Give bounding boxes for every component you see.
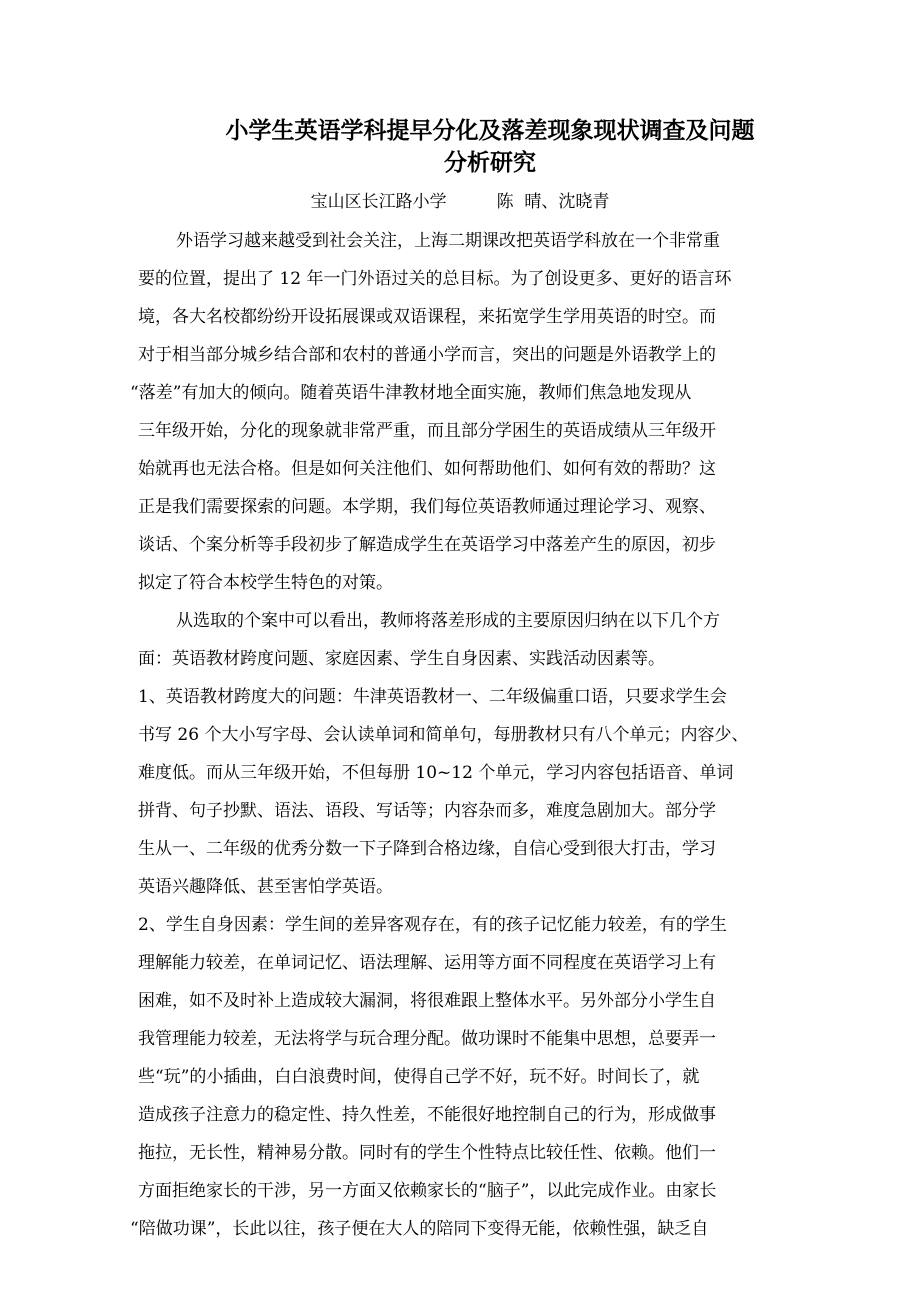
school-name: 宝山区长江路小学	[310, 192, 447, 212]
body-line: 困难，如不及时补上造成较大漏洞，将很难跟上整体水平。另外部分小学生自	[138, 991, 716, 1011]
body-line: 从选取的个案中可以看出，教师将落差形成的主要原因归纳在以下几个方	[176, 611, 720, 631]
body-line: 英语兴趣降低、甚至害怕学英语。	[138, 877, 393, 897]
body-line: 拼背、句子抄默、语法、语段、写话等；内容杂而多，难度急剧加大。部分学	[138, 801, 716, 821]
body-line: 三年级开始，分化的现象就非常严重，而且部分学困生的英语成绩从三年级开	[138, 421, 716, 441]
body-line: 境，各大名校都纷纷开设拓展课或双语课程，来拓宽学生学用英语的时空。而	[138, 307, 716, 327]
body-line: 生从一、二年级的优秀分数一下子降到合格边缘，自信心受到很大打击，学习	[138, 839, 716, 859]
body-line: 面：英语教材跨度问题、家庭因素、学生自身因素、实践活动因素等。	[138, 649, 665, 669]
body-line: 造成孩子注意力的稳定性、持久性差，不能很好地控制自己的行为，形成做事	[138, 1105, 716, 1125]
document-title-line-2: 分析研究	[444, 149, 536, 176]
body-line: 2、学生自身因素：学生间的差异客观存在，有的孩子记忆能力较差，有的学生	[138, 915, 727, 935]
body-line: 1、英语教材跨度大的问题：牛津英语教材一、二年级偏重口语，只要求学生会	[138, 687, 727, 707]
body-line: 拖拉，无长性，精神易分散。同时有的学生个性特点比较任性、依赖。他们一	[138, 1143, 716, 1163]
body-line: 正是我们需要探索的问题。本学期，我们每位英语教师通过理论学习、观察、	[138, 497, 716, 517]
body-line: 谈话、个案分析等手段初步了解造成学生在英语学习中落差产生的原因，初步	[138, 535, 716, 555]
body-line: “落差”有加大的倾向。随着英语牛津教材地全面实施，教师们焦急地发现从	[130, 383, 692, 403]
body-line: 拟定了符合本校学生特色的对策。	[138, 573, 393, 593]
author-line	[0, 188, 920, 216]
body-line: 些“玩”的小插曲，白白浪费时间，使得自己学不好，玩不好。时间长了，就	[138, 1067, 700, 1087]
body-line: “陪做功课”，长此以往，孩子便在大人的陪同下变得无能，依赖性强，缺乏自	[130, 1219, 709, 1239]
author-names: 陈 晴、沈晓青	[496, 192, 610, 212]
body-line: 书写 26 个大小写字母、会认读单词和简单句，每册教材只有八个单元；内容少、	[138, 725, 749, 745]
body-line: 始就再也无法合格。但是如何关注他们、如何帮助他们、如何有效的帮助？这	[138, 459, 716, 479]
body-line: 对于相当部分城乡结合部和农村的普通小学而言，突出的问题是外语教学上的	[138, 345, 716, 365]
body-line: 理解能力较差，在单词记忆、语法理解、运用等方面不同程度在英语学习上有	[138, 953, 716, 973]
body-line: 我管理能力较差，无法将学与玩合理分配。做功课时不能集中思想，总要弄一	[138, 1029, 716, 1049]
document-title-line-1: 小学生英语学科提早分化及落差现象现状调查及问题	[225, 117, 755, 144]
body-line: 外语学习越来越受到社会关注，上海二期课改把英语学科放在一个非常重	[176, 231, 720, 251]
body-line: 难度低。而从三年级开始，不但每册 10~12 个单元，学习内容包括语音、单词	[138, 763, 734, 783]
body-line: 要的位置，提出了 12 年一门外语过关的总目标。为了创设更多、更好的语言环	[138, 269, 732, 289]
body-line: 方面拒绝家长的干涉，另一方面又依赖家长的“脑子”，以此完成作业。由家长	[138, 1181, 717, 1201]
